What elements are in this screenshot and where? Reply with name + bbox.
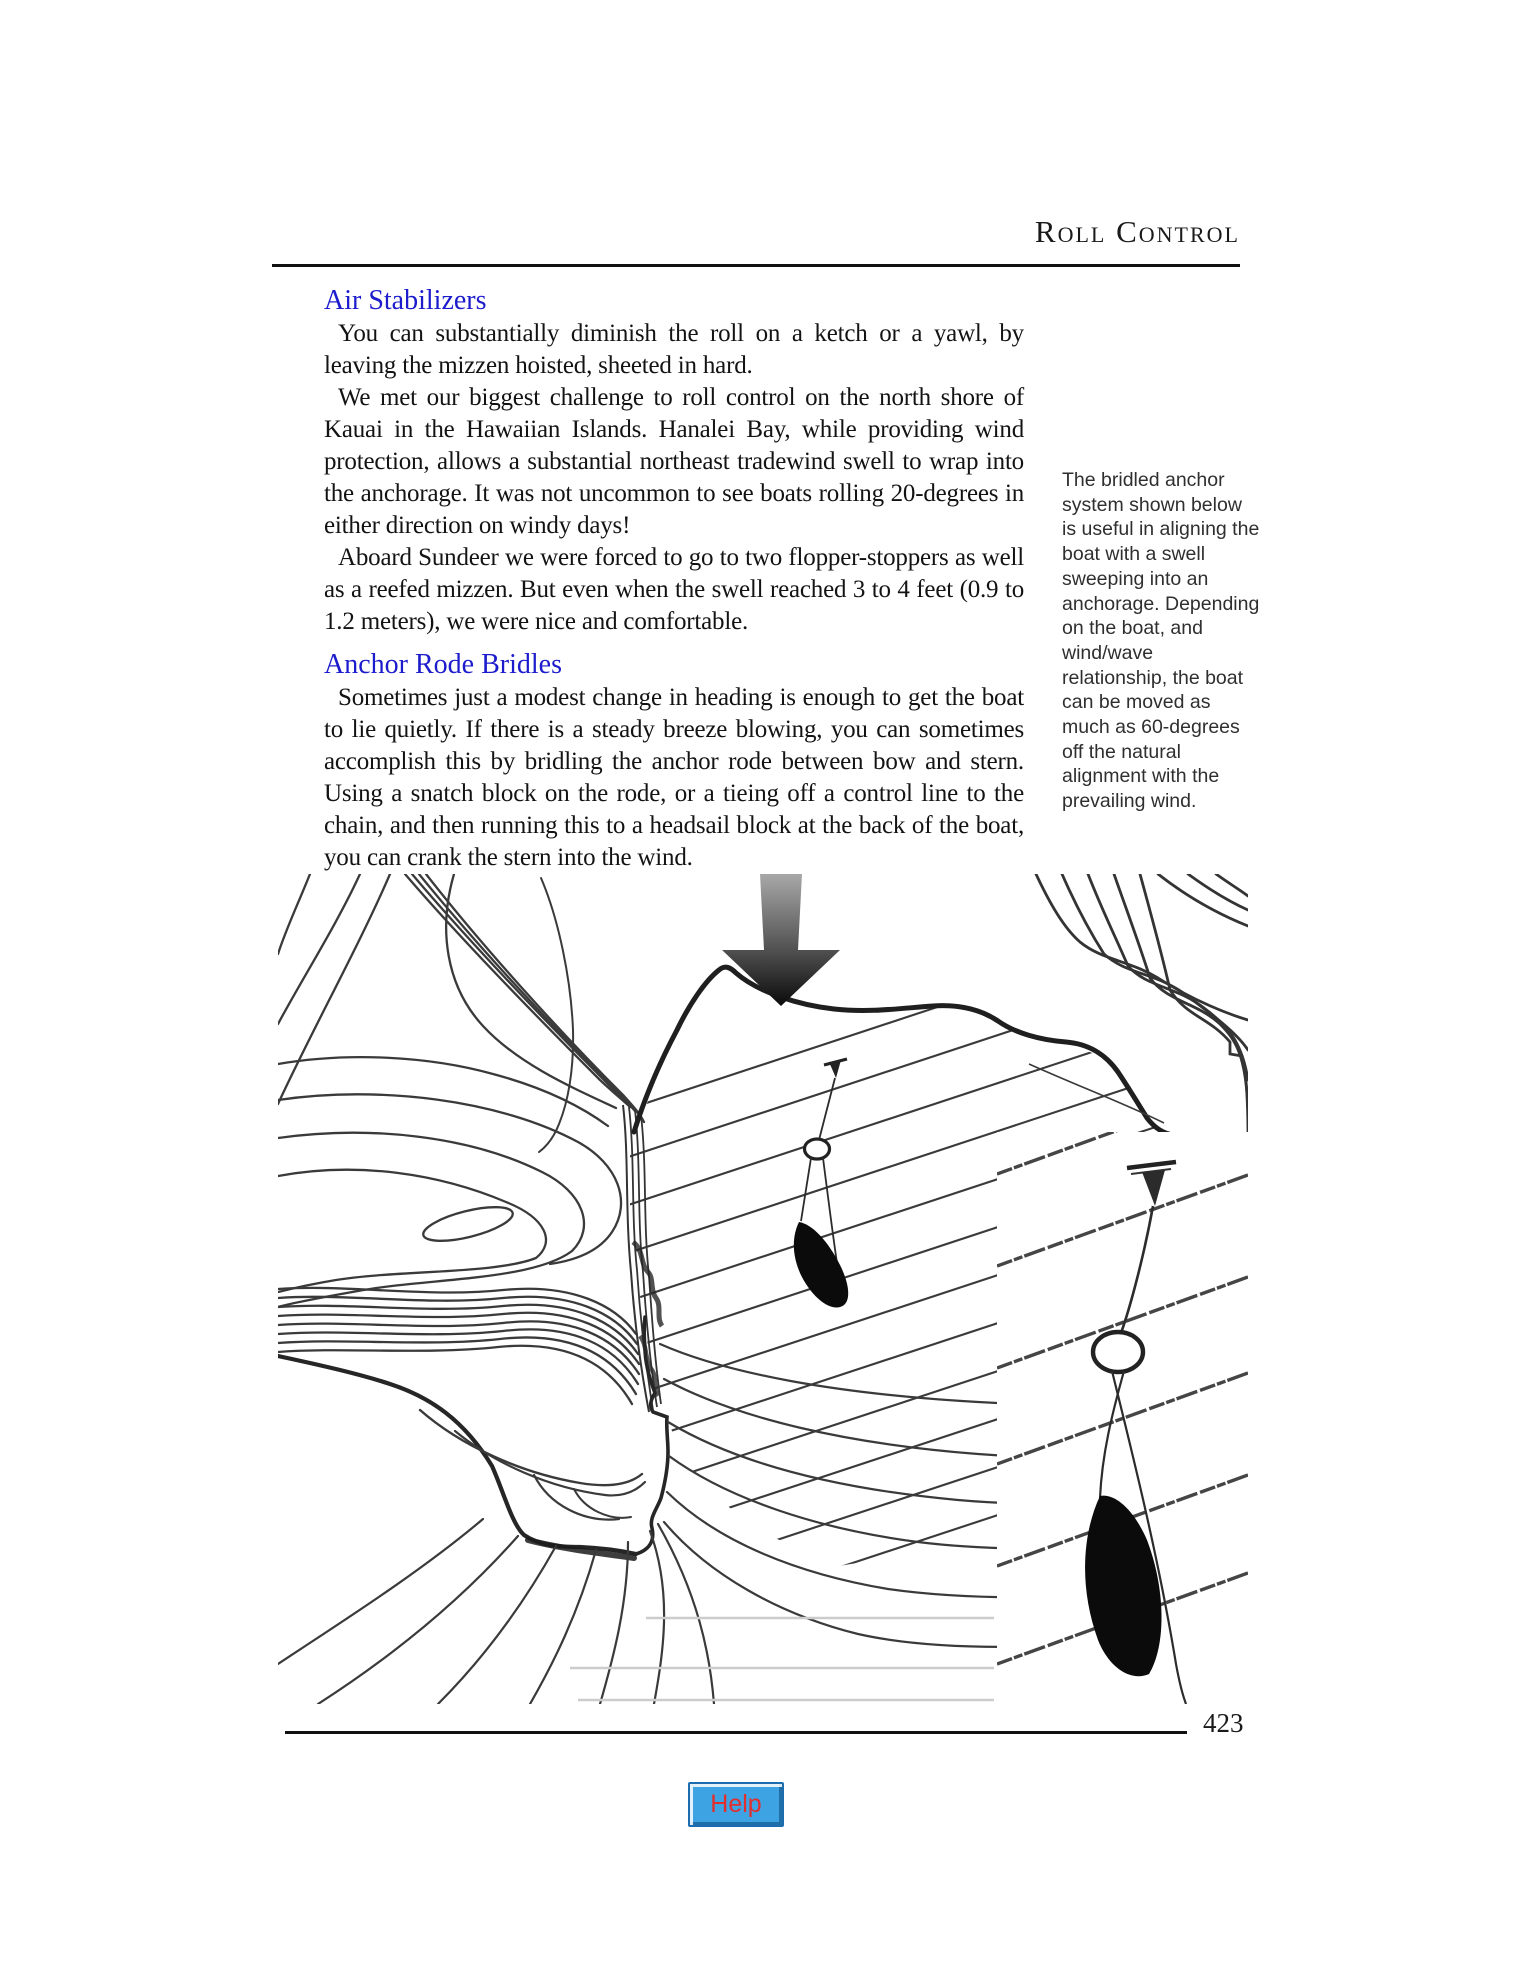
headland-contours <box>278 874 644 1404</box>
body-column <box>324 284 1024 874</box>
footer-rule <box>285 1731 1187 1734</box>
running-header: Roll Control <box>1034 214 1240 249</box>
cliff-contours <box>623 1105 662 1412</box>
header-rule <box>272 264 1240 267</box>
faint-grid-lines <box>570 1618 994 1700</box>
body-paragraph: Aboard Sundeer we were forced to go to two flopper-stoppers as well as a reefed mizzen. But even when the swell reached 3 to 4 feet (0.9 to 1.2 meters), we were nice and comfortable. <box>324 544 1024 635</box>
boat-hull <box>794 1222 848 1307</box>
section-heading-anchor-rode-bridles: Anchor Rode Bridles <box>324 649 562 680</box>
bridle-line <box>801 1158 811 1221</box>
body-paragraph: Sometimes just a modest change in heading is enough to get the boat to lie quietly. If there is a steady breeze blowing, you can sometimes accomplish this by bridling the anchor rode between bow and stern. Using a snatch block on the rode, or a tieing off a control line to the chain, and then running this to a headsail block at the back of the boat, you can crank the stern into the wind. <box>324 684 1024 871</box>
swell-direction-arrow-icon <box>722 874 840 1006</box>
coastline <box>634 967 1169 1134</box>
page-number: 423 <box>1203 1708 1244 1738</box>
section-heading-air-stabilizers: Air Stabilizers <box>324 285 487 316</box>
figure-anchoring-diagram <box>278 874 1248 1704</box>
anchor-rode-line <box>819 1078 835 1140</box>
help-button[interactable]: Help <box>688 1782 784 1827</box>
snatch-block-ring <box>805 1139 830 1159</box>
detail-inset <box>997 1083 1248 1704</box>
bay-illustration <box>278 874 1248 1704</box>
body-paragraph: You can substantially diminish the roll on a ketch or a yawl, by leaving the mizzen hoisted, sheeted in hard. <box>324 320 1024 379</box>
far-shore-contours <box>1036 874 1248 1140</box>
sidebar-note: The bridled anchor system shown below is useful in aligning the boat with a swell sweeping into an anchorage. Depending on the boat, and wind/wave relationship, the boat can be moved as much as 60-degrees off the natural alignment with the prevailing wind. <box>1062 469 1260 813</box>
body-paragraph: We met our biggest challenge to roll control on the north shore of Kauai in the Hawaiian Islands. Hanalei Bay, while providing wind protection, allows a substantial northeast tradewind swell to wrap into the anchorage. It was not uncommon to see boats rolling 20-degrees in either direction on windy days! <box>324 384 1024 539</box>
anchor-icon <box>829 1060 841 1078</box>
